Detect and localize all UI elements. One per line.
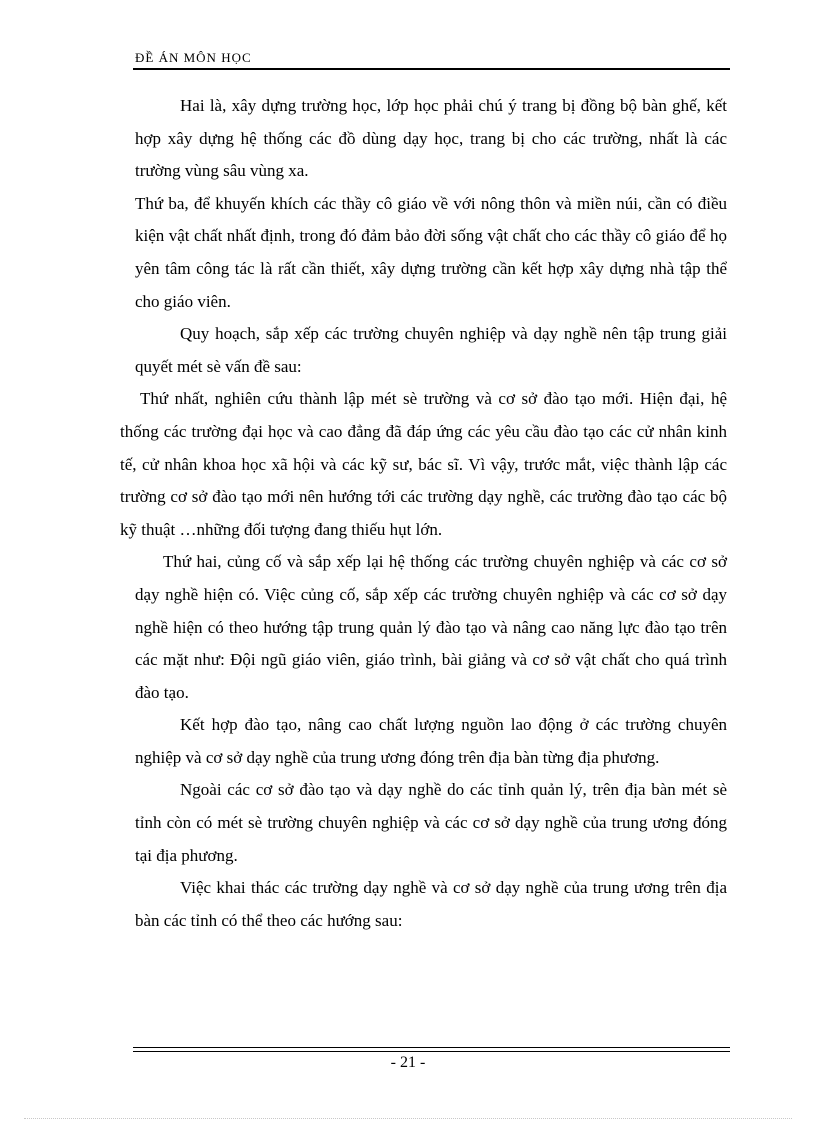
header-divider <box>133 68 730 70</box>
paragraph-7: Ngoài các cơ sở đào tạo và dạy nghề do các tỉnh quản lý, trên địa bàn mét sè tỉnh còn có mét sè trường chuyên nghiệp và các cơ sở dạy nghề của trung ương đóng tại địa phương. <box>135 780 727 865</box>
page-number: - 21 - <box>390 1054 426 1071</box>
paragraph-8: Việc khai thác các trường dạy nghề và cơ sở dạy nghề của trung ương trên địa bàn các tỉnh có thể theo các hướng sau: <box>135 878 727 930</box>
document-body <box>120 90 727 937</box>
paragraph-3: Quy hoạch, sắp xếp các trường chuyên nghiệp và dạy nghề nên tập trung giải quyết mét sè vấn đề sau: <box>135 324 727 376</box>
paragraph-1: Hai là, xây dựng trường học, lớp học phải chú ý trang bị đồng bộ bàn ghế, kết hợp xây dựng hệ thống các đồ dùng dạy học, trang bị cho các trường, nhất là các trường vùng sâu vùng xa. <box>135 96 727 181</box>
paragraph-4: Thứ nhất, nghiên cứu thành lập mét sè trường và cơ sở đào tạo mới. Hiện đại, hệ thống các trường đại học và cao đẳng đã đáp ứng các yêu cầu đào tạo các cử nhân kinh tế, cử nhân khoa học xã hội và các kỹ sư, bác sĩ. Vì vậy, trước mắt, việc thành lập các trường cơ sở đào tạo mới nên hướng tới các trường dạy nghề, các trường đào tạo các bộ kỹ thuật …những đối tượng đang thiếu hụt lớn. <box>120 389 727 539</box>
page-bottom-edge <box>24 1118 792 1119</box>
page-header-title: ĐỀ ÁN MÔN HỌC <box>135 50 252 65</box>
paragraph-5: Thứ hai, củng cố và sắp xếp lại hệ thống các trường chuyên nghiệp và các cơ sở dạy nghề hiện có. Việc củng cố, sắp xếp các trường chuyên nghiệp và các cơ sở dạy nghề hiện có theo hướng tập trung quản lý đào tạo và nâng cao năng lực đào tạo trên các mặt như: Đội ngũ giáo viên, giáo trình, bài giảng và cơ sở vật chất cho quá trình đào tạo. <box>135 552 727 702</box>
paragraph-6: Kết hợp đào tạo, nâng cao chất lượng nguồn lao động ở các trường chuyên nghiệp và cơ sở dạy nghề của trung ương đóng trên địa bàn từng địa phương. <box>135 715 727 767</box>
footer-divider-top <box>133 1047 730 1048</box>
footer-divider-bottom <box>133 1051 730 1052</box>
paragraph-2: Thứ ba, để khuyến khích các thầy cô giáo về với nông thôn và miền núi, cần có điều kiện vật chất nhất định, trong đó đảm bảo đời sống vật chất cho các thầy cô giáo để họ yên tâm công tác là rất cần thiết, xây dựng trường cần kết hợp xây dựng nhà tập thể cho giáo viên. <box>135 193 727 311</box>
